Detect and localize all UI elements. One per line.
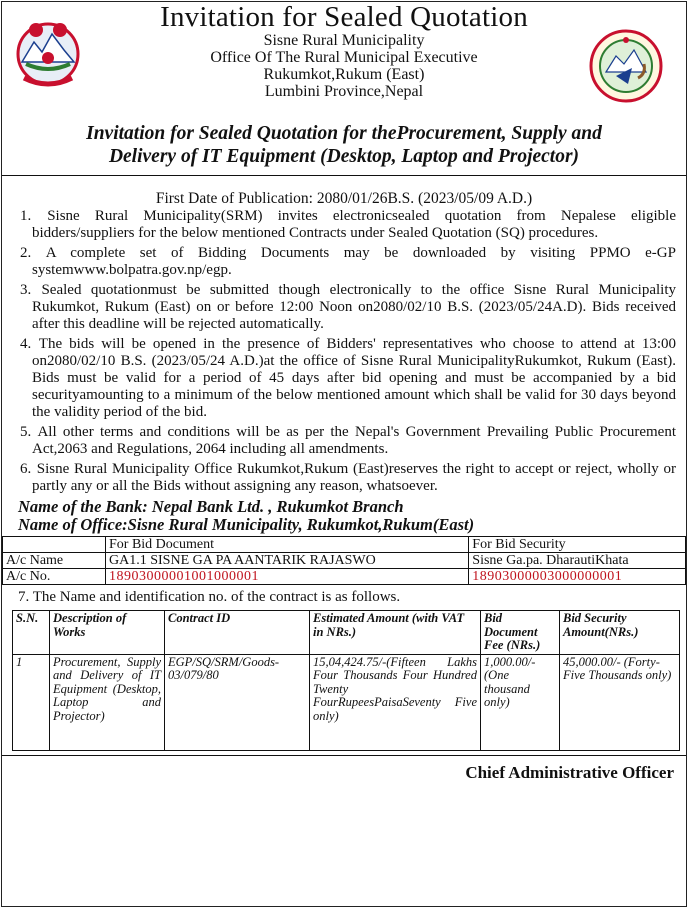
list-item (2, 336, 676, 421)
column-header: Contract ID (165, 611, 310, 655)
point-number: 2. (20, 245, 32, 261)
serial-number: 1 (13, 654, 50, 750)
divider (2, 175, 686, 176)
estimated-amount: 15,04,424.75/-(Fifteen Lakhs Four Thousands Four Hundred Twenty FourRupeesPaisaSeventy Five only) (310, 654, 481, 750)
column-header: S.N. (13, 611, 50, 655)
contract-table (12, 610, 680, 751)
office-account-name: Name of Office:Sisne Rural Municipality, Rukumkot,Rukum(East) (18, 515, 475, 534)
table-row (3, 569, 686, 585)
account-name-security: Sisne Ga.pa. DharautiKhata (469, 553, 686, 569)
column-header: Description of Works (50, 611, 165, 655)
table-row (3, 537, 686, 553)
list-item (2, 461, 676, 495)
list-item (2, 245, 676, 279)
work-description: Procurement, Supply and Delivery of IT Equipment (Desktop, Laptop and Projector) (50, 654, 165, 750)
account-number-label: A/c No. (3, 569, 106, 585)
province-name: Lumbini Province,Nepal (264, 83, 424, 100)
account-table (2, 536, 686, 585)
contract-intro: 7. The Name and identification no. of the contract is as follows. (18, 589, 401, 605)
table-header-bid-security: For Bid Security (469, 537, 686, 553)
point-text: All other terms and conditions will be as per the Nepal's Government Prevailing Public Procurement Act,2063 and Regulations, 2064 including all amendments. (32, 424, 676, 457)
point-number: 6. (20, 461, 32, 477)
municipality-logo-icon (588, 28, 664, 104)
table-cell (3, 537, 106, 553)
column-header: Estimated Amount (with VAT in NRs.) (310, 611, 481, 655)
point-number: 3. (20, 282, 32, 298)
table-row (3, 553, 686, 569)
point-text: A complete set of Bidding Documents may be downloaded by visiting PPMO e-GP systemwww.bolpatra.gov.np/egp. (32, 245, 676, 278)
bid-document-fee: 1,000.00/- (One thousand only) (481, 654, 560, 750)
column-header: Bid Document Fee (NRs.) (481, 611, 560, 655)
point-text: Sisne Rural Municipality(SRM) invites electronicsealed quotation from Nepalese eligible bidders/suppliers for the below mentioned Contracts under Sealed Quotation (SQ) procedures. (32, 208, 677, 241)
bid-security-amount: 45,000.00/- (Forty-Five Thousands only) (560, 654, 680, 750)
point-number: 4. (20, 336, 32, 352)
point-text: Sisne Rural Municipality Office Rukumkot,Rukum (East)reserves the right to accept or reject, wholly or partly any or all the Bids without assigning any reason, whatsoever. (32, 461, 677, 494)
page-title: Invitation for Sealed Quotation (160, 1, 528, 33)
notice-page (1, 1, 687, 907)
account-number-document: 18903000001001000001 (106, 569, 469, 585)
subject-line-2: Delivery of IT Equipment (Desktop, Laptop and Projector) (108, 146, 580, 167)
office-location: Rukumkot,Rukum (East) (263, 66, 425, 83)
list-item (2, 282, 676, 333)
list-item (2, 424, 676, 458)
bank-name: Name of the Bank: Nepal Bank Ltd. , Rukumkot Branch (18, 497, 404, 516)
point-text: The bids will be opened in the presence of Bidders' representatives who choose to attend at 13:00 on2080/02/10 B.S. (2023/05/24 A.D.)at the office of Sisne Rural MunicipalityRukumkot, Rukum (East). Bids must be valid for a period of 45 days after bid opening and must be accompanied by a bid securityamounting to a minimum of the below mentioned amount which shall be valid for 30 days beyond the validity period of the bid. (32, 336, 676, 420)
point-number: 5. (20, 424, 32, 440)
account-name-label: A/c Name (3, 553, 106, 569)
point-text: Sealed quotationmust be submitted though electronically to the office Sisne Rural Municipality Rukumkot, Rukum (East) on or before 12:00 Noon on2080/02/10 B.S. (2023/05/24A.D). Bids received after this deadline will be rejected automatically. (32, 282, 676, 332)
subject-heading (2, 122, 686, 168)
signatory: Chief Administrative Officer (465, 762, 674, 782)
table-row (13, 611, 680, 655)
municipality-name: Sisne Rural Municipality (263, 32, 425, 49)
table-header-bid-document: For Bid Document (106, 537, 469, 553)
point-number: 1. (20, 208, 32, 224)
publication-date: First Date of Publication: 2080/01/26B.S. (2023/05/09 A.D.) (155, 190, 533, 207)
list-item (2, 208, 676, 242)
table-row (13, 654, 680, 750)
nepal-emblem-icon (12, 16, 84, 88)
account-name-document: GA1.1 SISNE GA PA AANTARIK RAJASWO (106, 553, 469, 569)
column-header: Bid Security Amount(NRs.) (560, 611, 680, 655)
account-number-security: 18903000003000000001 (469, 569, 686, 585)
terms-list (2, 208, 686, 495)
subject-line-1: Invitation for Sealed Quotation for theProcurement, Supply and (86, 123, 602, 144)
contract-id: EGP/SQ/SRM/Goods-03/079/80 (165, 654, 310, 750)
office-name: Office Of The Rural Municipal Executive (210, 49, 478, 66)
header (2, 2, 686, 122)
